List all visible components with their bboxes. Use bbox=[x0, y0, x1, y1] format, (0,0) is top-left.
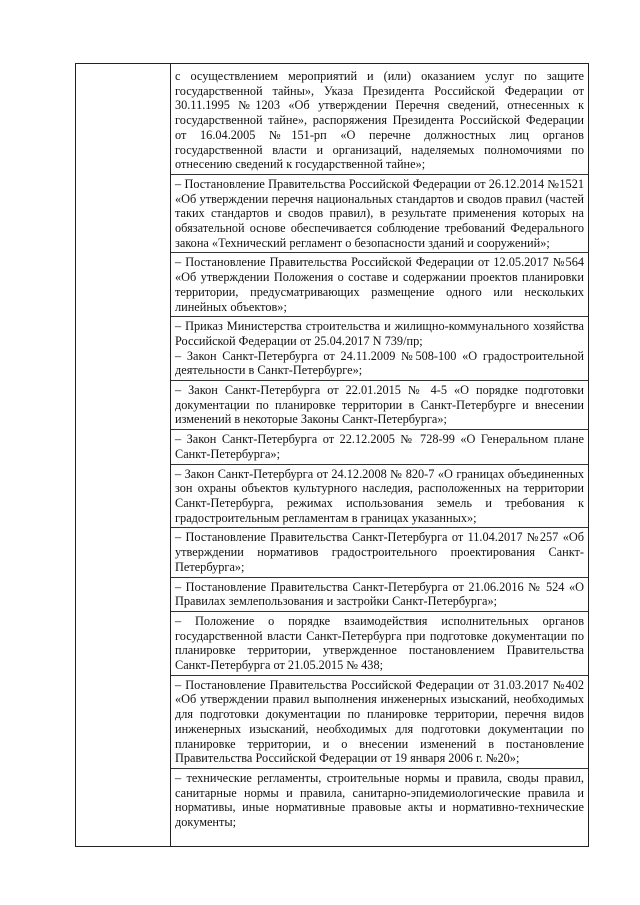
row-divider bbox=[171, 675, 588, 676]
row-divider bbox=[171, 174, 588, 175]
table-left-column bbox=[76, 64, 171, 846]
paragraph-resolution-524: – Постановление Правительства Санкт-Петербурга от 21.06.2016 № 524 «О Правилах землепользования и застройки Санкт-Петербурга»; bbox=[175, 579, 584, 609]
row-divider bbox=[171, 252, 588, 253]
row-divider bbox=[171, 464, 588, 465]
paragraph-resolution-402: – Постановление Правительства Российской Федерации от 31.03.2017 №402 «Об утверждении правил выполнения инженерных изысканий, необходимых для подготовки документации по планировке территории, перечня видов инженерных изысканий, необходимых для подготовки документации по планировке территории, и о внесении изменений в постановление Правительства Российской Федерации от 19 января 2006 г. №20»; bbox=[175, 677, 584, 766]
paragraph-order-739: – Приказ Министерства строительства и жилищно-коммунального хозяйства Российской Федерации от 25.04.2017 N 739/пр; bbox=[175, 319, 584, 348]
paragraph-resolution-257: – Постановление Правительства Санкт-Петербурга от 11.04.2017 №257 «Об утверждении нормативов градостроительного проектирования Санкт-Петербурга»; bbox=[175, 530, 584, 574]
paragraph-resolution-1521: – Постановление Правительства Российской Федерации от 26.12.2014 №1521 «Об утверждении перечня национальных стандартов и сводов правил (частей таких стандартов и сводов правил), в результате применения которых на обязательной основе обеспечивается соблюдение требований Федерального закона «Технический регламент о безопасности зданий и сооружений»; bbox=[175, 176, 584, 250]
document-table bbox=[75, 63, 589, 847]
row-divider bbox=[171, 380, 588, 381]
paragraph-law-4-5: – Закон Санкт-Петербурга от 22.01.2015 № 4-5 «О порядке подготовки документации по планировке территории в Санкт-Петербурге и внесении изменений в некоторые Законы Санкт-Петербурга»; bbox=[175, 383, 584, 427]
row-divider bbox=[171, 768, 588, 769]
table-right-column bbox=[171, 64, 588, 846]
paragraph-technical-regulations: – технические регламенты, строительные нормы и правила, своды правил, санитарные нормы и правила, санитарно-эпидемиологические правила и нормативы, иные нормативные правовые акты и нормативно-технические документы; bbox=[175, 770, 584, 830]
paragraph-resolution-564: – Постановление Правительства Российской Федерации от 12.05.2017 №564 «Об утверждении Положения о составе и содержании проектов планировки территории, предусматривающих размещение одного или нескольких линейных объектов»; bbox=[175, 255, 584, 314]
row-divider bbox=[171, 527, 588, 528]
paragraph-law-508: – Закон Санкт-Петербурга от 24.11.2009 №508-100 «О градостроительной деятельности в Санкт-Петербурге»; bbox=[175, 348, 584, 378]
row-divider bbox=[171, 429, 588, 430]
legal-text-block bbox=[175, 69, 584, 830]
paragraph-state-secret: с осуществлением мероприятий и (или) оказанием услуг по защите государственной тайны», Указа Президента Российской Федерации от 30.11.1995 №1203 «Об утверждении Перечня сведений, отнесенных к государственной тайне», распоряжения Президента Российской Федерации от 16.04.2005 №151-рп «О перечне должностных лиц органов государственной власти и организаций, наделяемых полномочиями по отнесению сведений к государственной тайне»; bbox=[175, 69, 584, 172]
paragraph-law-728: – Закон Санкт-Петербурга от 22.12.2005 № 728-99 «О Генеральном плане Санкт-Петербурга»; bbox=[175, 432, 584, 461]
row-divider bbox=[171, 316, 588, 317]
row-divider bbox=[171, 611, 588, 612]
paragraph-law-820: – Закон Санкт-Петербурга от 24.12.2008 № 820-7 «О границах объединенных зон охраны объектов культурного наследия, расположенных на территории Санкт-Петербурга, режимах использования земель и требования к градостроительным регламентам в границах указанных»; bbox=[175, 466, 584, 525]
row-divider bbox=[171, 577, 588, 578]
paragraph-regulation-438: – Положение о порядке взаимодействия исполнительных органов государственной власти Санкт-Петербурга при подготовке документации по планировке территории, утвержденное постановлением Правительства Санкт-Петербурга от 21.05.2015 № 438; bbox=[175, 613, 584, 673]
